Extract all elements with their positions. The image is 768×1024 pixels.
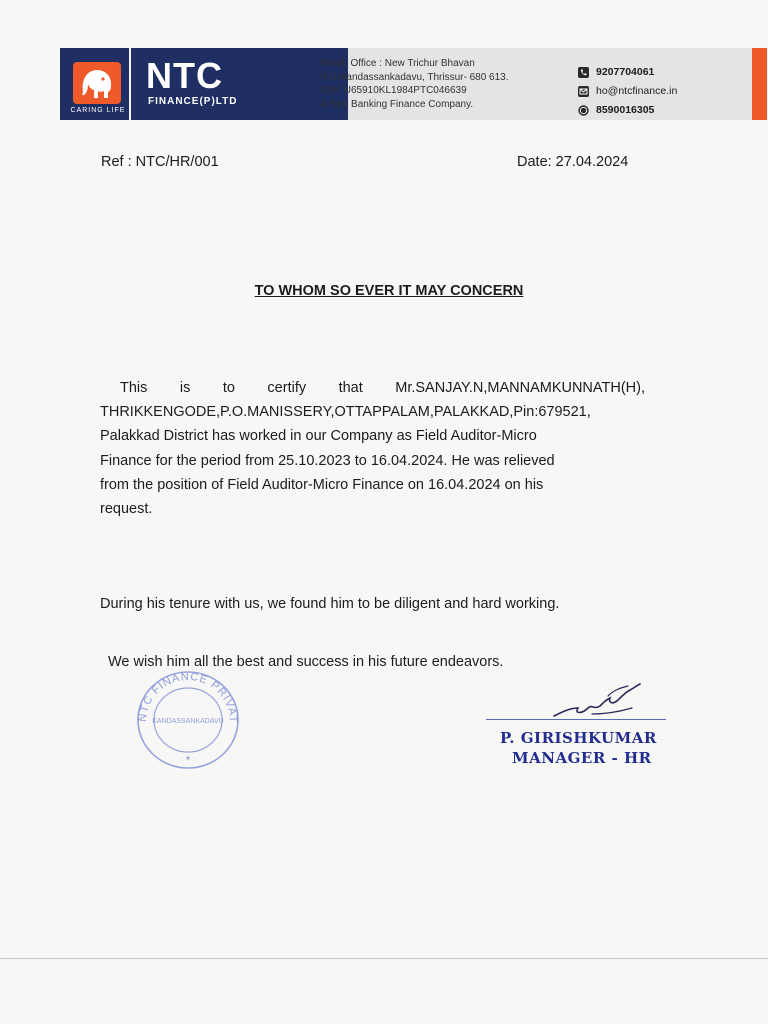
email-icon (578, 86, 596, 97)
whatsapp-number: 8590016305 (596, 104, 655, 116)
paragraph-line: THRIKKENGODE,P.O.MANISSERY,OTTAPPALAM,PALAKKAD,Pin:679521, (100, 404, 591, 421)
contact-email (578, 82, 677, 101)
certificate-paragraph (100, 376, 645, 521)
svg-text:NTC FINANCE PRIVATE LTD (130, 668, 239, 724)
seal-ring-text: NTC FINANCE PRIVAT (136, 670, 240, 724)
whatsapp-icon (578, 105, 596, 116)
paragraph-line: This is to certify that Mr.SANJAY.N,MANNAMKUNNATH(H), (120, 380, 645, 396)
contact-whatsapp (578, 101, 677, 120)
logo-tagline: CARING LIFE (70, 107, 126, 114)
logo-divider (129, 48, 131, 120)
company-logo (60, 48, 348, 120)
registered-office (321, 57, 509, 111)
tenure-statement: During his tenure with us, we found him to be diligent and hard working. (100, 596, 560, 612)
phone-number: 9207704061 (596, 66, 655, 78)
svg-text:✶: ✶ (184, 754, 192, 763)
signatory-name: P. GIRISHKUMAR (500, 729, 657, 747)
office-line: A Non Banking Finance Company. (321, 98, 474, 110)
logo-emblem (64, 52, 128, 116)
paragraph-line: request. (100, 501, 153, 518)
seal-center-text: KANDASSANKADAVU (152, 718, 224, 725)
brand-name: NTC (146, 55, 223, 96)
signature-line (486, 719, 666, 720)
office-line: P.O.Kandassankadavu, Thrissur- 680 613. (321, 71, 509, 83)
page-bottom-rule (0, 958, 768, 959)
elephant-logo-icon (73, 62, 121, 104)
wishes-statement: We wish him all the best and success in his future endeavors. (108, 654, 504, 670)
letter-date: Date: 27.04.2024 (517, 154, 629, 170)
contact-info (578, 63, 677, 120)
contact-phone (578, 63, 677, 82)
office-line: CIN: U65910KL1984PTC046639 (321, 85, 467, 96)
signatory-title: MANAGER - HR (512, 749, 652, 767)
letter-subject: TO WHOM SO EVER IT MAY CONCERN (254, 283, 524, 299)
letterhead-accent-strip (752, 48, 767, 120)
reference-number: Ref : NTC/HR/001 (101, 154, 219, 170)
handwritten-signature (548, 674, 648, 724)
paragraph-line: from the position of Field Auditor-Micro Finance on 16.04.2024 on his (100, 476, 544, 493)
email-address: ho@ntcfinance.in (596, 85, 678, 97)
paragraph-line: Finance for the period from 25.10.2023 to 16.04.2024. He was relieved (100, 452, 555, 469)
letterhead (60, 48, 767, 120)
company-seal (130, 668, 246, 772)
phone-icon (578, 67, 596, 78)
brand-subtitle: FINANCE(P)LTD (148, 96, 238, 107)
office-line: Regd. Office : New Trichur Bhavan (321, 58, 475, 69)
paragraph-line: Palakkad District has worked in our Company as Field Auditor-Micro (100, 428, 537, 445)
